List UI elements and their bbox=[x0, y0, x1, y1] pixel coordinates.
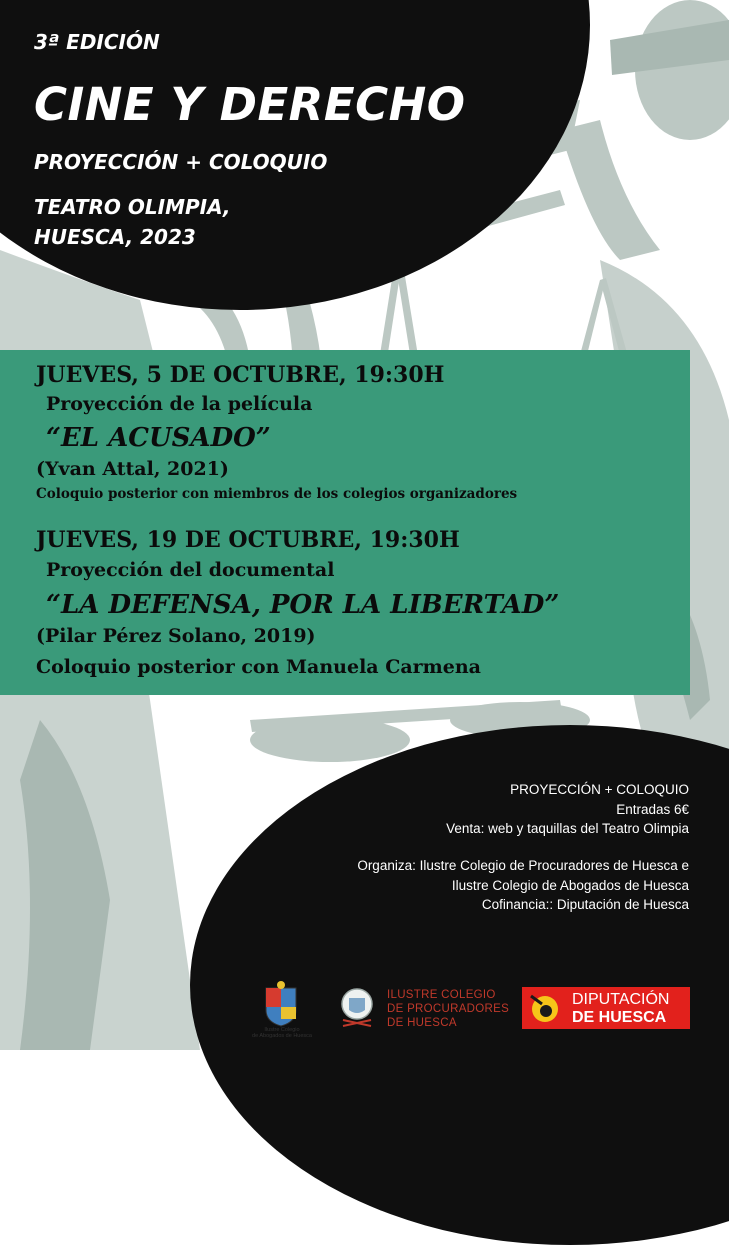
info-price: Entradas 6€ bbox=[616, 802, 689, 817]
info-organizer-1: Organiza: Ilustre Colegio de Procuradores de Huesca e bbox=[357, 858, 689, 873]
info-organizer-2: Ilustre Colegio de Abogados de Huesca bbox=[451, 878, 689, 893]
event-2-film-title: “LA DEFENSA, POR LA LIBERTAD” bbox=[46, 590, 560, 620]
info-cofinance: Cofinancia:: Diputación de Huesca bbox=[481, 897, 689, 912]
info-format: PROYECCIÓN + COLOQUIO bbox=[510, 782, 689, 797]
procuradores-line-2: DE PROCURADORES bbox=[387, 1003, 510, 1015]
event-1-intro: Proyección de la película bbox=[46, 393, 313, 415]
procuradores-line-3: DE HUESCA bbox=[387, 1017, 457, 1029]
abogados-caption-2: de Abogados de Huesca bbox=[252, 1033, 312, 1039]
event-2-note: Coloquio posterior con Manuela Carmena bbox=[36, 656, 481, 678]
venue-line-1: TEATRO OLIMPIA, bbox=[34, 195, 231, 219]
event-2-date: JUEVES, 19 DE OCTUBRE, 19:30H bbox=[36, 527, 460, 553]
abogados-crest-icon bbox=[258, 980, 304, 1032]
diputacion-emblem-icon bbox=[526, 990, 564, 1026]
info-sales: Venta: web y taquillas del Teatro Olimpia bbox=[446, 821, 689, 836]
abogados-caption-1: Ilustre Colegio bbox=[264, 1027, 300, 1033]
event-1-credit: (Yvan Attal, 2021) bbox=[36, 458, 229, 480]
page-title: CINE Y DERECHO bbox=[34, 78, 466, 131]
event-2-intro: Proyección del documental bbox=[46, 559, 335, 581]
event-1-note: Coloquio posterior con miembros de los colegios organizadores bbox=[36, 486, 518, 502]
procuradores-crest-icon bbox=[333, 986, 381, 1030]
edition-label: 3ª EDICIÓN bbox=[34, 30, 160, 54]
event-1-date: JUEVES, 5 DE OCTUBRE, 19:30H bbox=[36, 362, 445, 388]
event-1-film-title: “EL ACUSADO” bbox=[46, 423, 271, 453]
subtitle: PROYECCIÓN + COLOQUIO bbox=[34, 150, 328, 174]
venue-line-2: HUESCA, 2023 bbox=[34, 225, 196, 249]
diputacion-line-2: DE HUESCA bbox=[572, 1009, 667, 1026]
diputacion-line-1: DIPUTACIÓN bbox=[572, 991, 670, 1008]
event-2-credit: (Pilar Pérez Solano, 2019) bbox=[36, 625, 316, 647]
procuradores-line-1: ILUSTRE COLEGIO bbox=[387, 989, 496, 1001]
